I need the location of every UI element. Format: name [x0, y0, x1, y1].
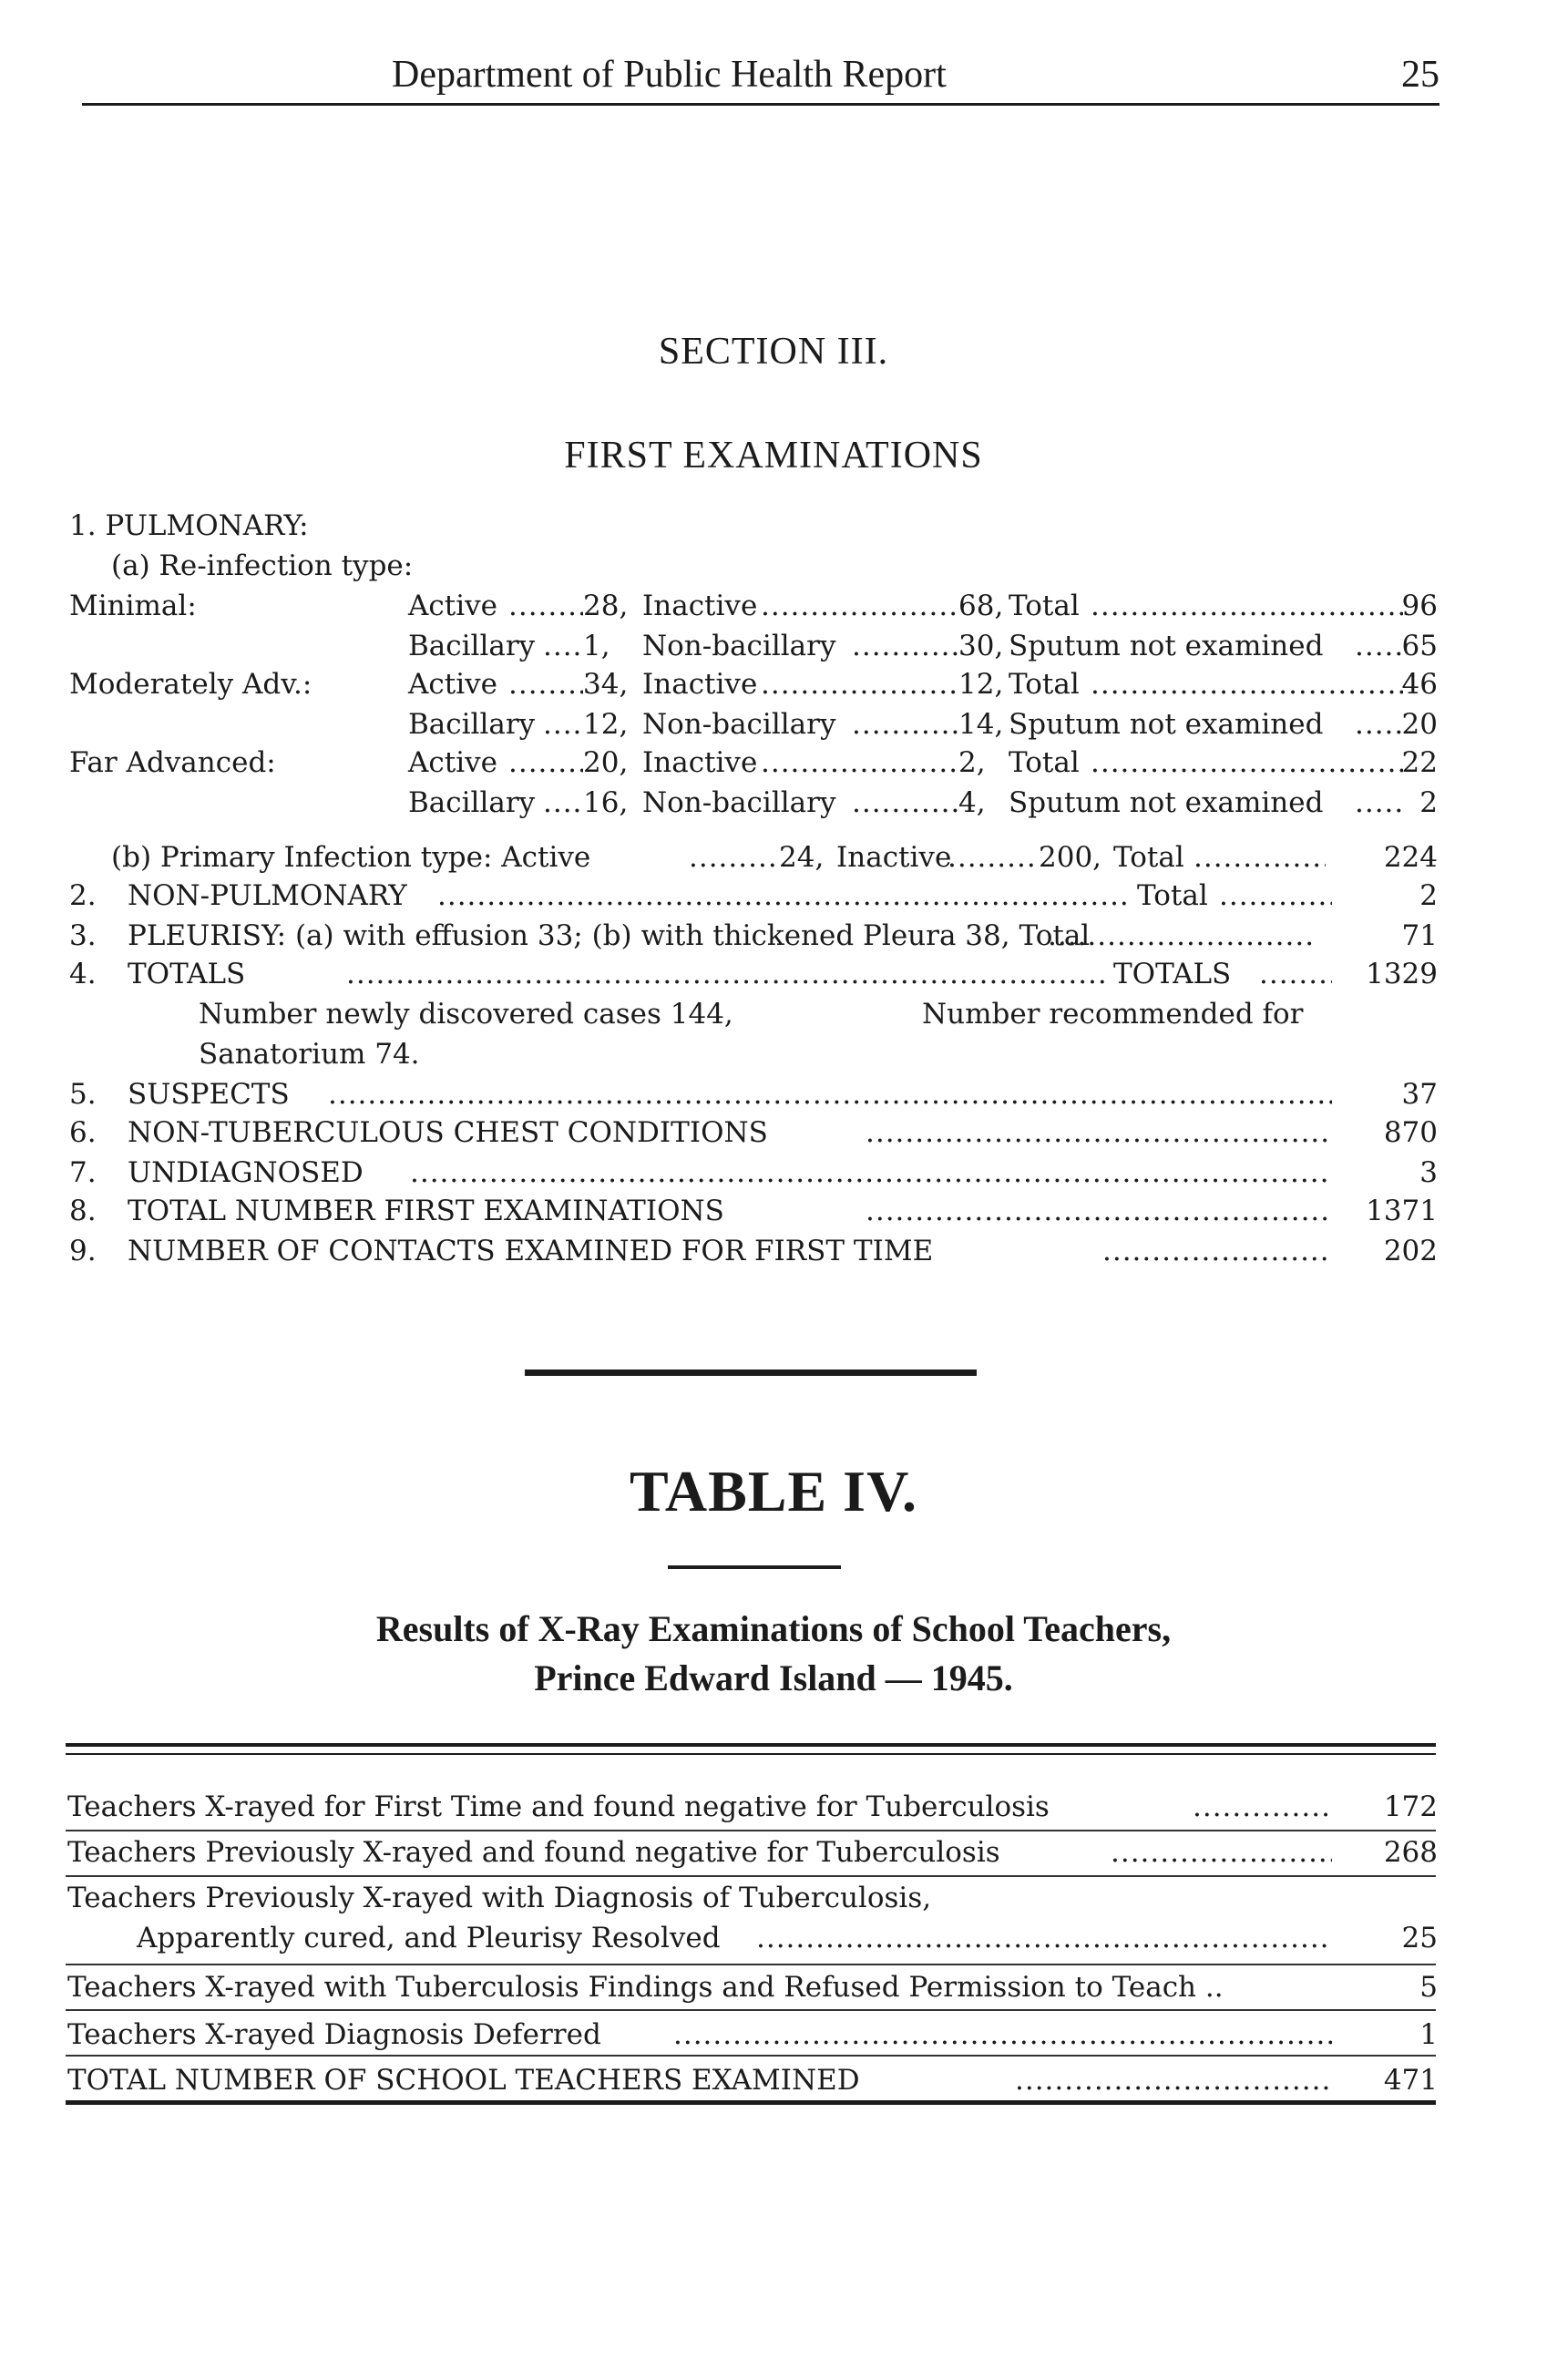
- section-subtitle: FIRST EXAMINATIONS: [564, 435, 983, 477]
- row-label: Teachers Previously X-rayed with Diagnosis of Tuberculosis,: [67, 1882, 932, 1914]
- row-label: Minimal:: [69, 590, 197, 622]
- row-value: 172: [1383, 1790, 1438, 1823]
- row-value: 471: [1383, 2064, 1438, 2097]
- page-number: 25: [1401, 54, 1439, 96]
- item-value: 37: [1401, 1078, 1438, 1111]
- leader-dots: [1102, 1237, 1332, 1266]
- primary-inactive: 200,: [1039, 841, 1102, 874]
- row-label: Moderately Adv.:: [69, 668, 312, 701]
- col1-label: Active: [408, 590, 497, 622]
- item-label: SUSPECTS: [128, 1078, 290, 1111]
- col1-label: Bacillary: [408, 786, 536, 819]
- row-label: Far Advanced:: [69, 746, 276, 779]
- leader-dots: [866, 1197, 1332, 1226]
- col1-value: 34,: [583, 668, 629, 701]
- leader-dots: [437, 882, 1128, 910]
- leader-dots: [1259, 960, 1332, 989]
- leader-dots: [508, 671, 583, 699]
- primary-inactive-label: Inactive: [836, 841, 952, 874]
- item-value: 870: [1383, 1116, 1438, 1149]
- leader-dots: [1091, 592, 1403, 621]
- row-value: 268: [1383, 1836, 1438, 1869]
- row-label: Teachers X-rayed for First Time and found negative for Tuberculosis: [67, 1790, 1050, 1823]
- title-rule: [668, 1565, 841, 1569]
- row-label: Teachers X-rayed Diagnosis Deferred: [67, 2018, 601, 2051]
- item-value: 3: [1419, 1156, 1438, 1189]
- row-value: 25: [1401, 1922, 1438, 1954]
- leader-dots: [756, 1924, 1330, 1953]
- leader-dots: [543, 711, 583, 739]
- section-title: SECTION III.: [658, 331, 889, 373]
- newly-discovered: Number newly discovered cases 144,: [199, 998, 733, 1031]
- recommended-label: Number recommended for: [922, 998, 1304, 1031]
- row-label: Teachers Previously X-rayed and found negative for Tuberculosis: [67, 1836, 1000, 1869]
- table-title: TABLE IV.: [629, 1459, 918, 1523]
- leader-dots: [852, 632, 958, 661]
- item-label: UNDIAGNOSED: [128, 1156, 364, 1189]
- leader-dots: [1015, 2067, 1332, 2095]
- leader-dots: [761, 671, 958, 699]
- primary-total: 224: [1383, 841, 1438, 874]
- col3-label: Sputum not examined: [1009, 708, 1324, 741]
- primary-active: 24,: [779, 841, 825, 874]
- leader-dots: [1111, 1839, 1332, 1867]
- item-mid-label: TOTALS: [1113, 958, 1232, 990]
- item-number: 3.: [69, 919, 97, 952]
- col2-value: 12,: [958, 668, 1004, 701]
- col2-value: 4,: [958, 786, 986, 819]
- col3-label: Total: [1009, 746, 1080, 779]
- report-title: Department of Public Health Report: [392, 54, 947, 96]
- table-bottom-rule: [66, 2100, 1436, 2105]
- leader-dots: [761, 749, 958, 777]
- item-value: 2: [1419, 879, 1438, 912]
- item-number: 8.: [69, 1195, 97, 1227]
- table-caption-line1: Results of X-Ray Examinations of School Teachers,: [375, 1608, 1172, 1649]
- item-label: NON-TUBERCULOUS CHEST CONDITIONS: [128, 1116, 768, 1149]
- row-label: TOTAL NUMBER OF SCHOOL TEACHERS EXAMINED: [67, 2064, 860, 2097]
- item-label: TOTAL NUMBER FIRST EXAMINATIONS: [128, 1195, 724, 1227]
- leader-dots: [852, 711, 958, 739]
- row-value: 5: [1419, 1971, 1438, 2004]
- item-number: 9.: [69, 1235, 97, 1267]
- item-number: 4.: [69, 958, 97, 990]
- leader-dots: [543, 789, 583, 817]
- leader-dots: [689, 844, 780, 872]
- row-divider: [66, 1875, 1436, 1877]
- primary-total-label: Total: [1113, 841, 1184, 874]
- col2-label: Non-bacillary: [642, 708, 836, 741]
- sanatorium-count: Sanatorium 74.: [199, 1038, 420, 1071]
- row-divider: [66, 2055, 1436, 2057]
- item-number: 2.: [69, 879, 97, 912]
- col1-label: Active: [408, 668, 497, 701]
- leader-dots: [866, 1119, 1332, 1147]
- col2-value: 14,: [958, 708, 1004, 741]
- item-mid-label: Total: [1137, 879, 1208, 912]
- col2-value: 30,: [958, 630, 1004, 662]
- col1-value: 12,: [583, 708, 629, 741]
- item-number: 5.: [69, 1078, 97, 1111]
- primary-label: (b) Primary Infection type: Active: [111, 841, 591, 874]
- col2-value: 2,: [958, 746, 986, 779]
- col3-value: 96: [1401, 590, 1438, 622]
- leader-dots: [1048, 922, 1312, 950]
- item-value: 71: [1401, 919, 1438, 952]
- leader-dots: [948, 844, 1039, 872]
- leader-dots: [410, 1159, 1332, 1187]
- table-top-rule: [66, 1743, 1436, 1747]
- item-label: TOTALS: [128, 958, 246, 990]
- col3-value: 22: [1401, 746, 1438, 779]
- item-number: 7.: [69, 1156, 97, 1189]
- item-label: PLEURISY: (a) with effusion 33; (b) with thickened Pleura 38, Total: [128, 919, 1091, 952]
- leader-dots: [673, 2021, 1332, 2049]
- col3-value: 2: [1419, 786, 1438, 819]
- row-divider: [66, 1964, 1436, 1965]
- col2-label: Non-bacillary: [642, 786, 836, 819]
- col3-value: 46: [1401, 668, 1438, 701]
- leader-dots: [852, 789, 958, 817]
- reinfection-heading: (a) Re-infection type:: [111, 549, 414, 582]
- col2-label: Non-bacillary: [642, 630, 836, 662]
- col2-label: Inactive: [642, 746, 758, 779]
- table-caption-line2: Prince Edward Island — 1945.: [534, 1657, 1013, 1698]
- leader-dots: [1194, 844, 1326, 872]
- col1-label: Active: [408, 746, 497, 779]
- item-value: 202: [1383, 1235, 1438, 1267]
- col2-label: Inactive: [642, 668, 758, 701]
- leader-dots: [346, 960, 1104, 989]
- col3-label: Total: [1009, 590, 1080, 622]
- col1-label: Bacillary: [408, 708, 536, 741]
- row-divider: [66, 1830, 1436, 1831]
- leader-dots: [543, 632, 583, 661]
- col2-value: 68,: [958, 590, 1004, 622]
- row-label-continued: Apparently cured, and Pleurisy Resolved: [137, 1922, 721, 1954]
- pulmonary-heading: 1. PULMONARY:: [69, 509, 309, 542]
- leader-dots: [1091, 671, 1403, 699]
- leader-dots: [1219, 882, 1332, 910]
- col2-label: Inactive: [642, 590, 758, 622]
- col3-value: 20: [1401, 708, 1438, 741]
- item-value: 1371: [1366, 1195, 1438, 1227]
- leader-dots: [761, 592, 958, 621]
- col1-value: 1,: [583, 630, 610, 662]
- col1-value: 28,: [583, 590, 629, 622]
- leader-dots: [1091, 749, 1403, 777]
- col1-value: 16,: [583, 786, 629, 819]
- leader-dots: [328, 1081, 1332, 1109]
- row-divider: [66, 2009, 1436, 2011]
- col1-value: 20,: [583, 746, 629, 779]
- table-top-rule-thin: [66, 1753, 1436, 1755]
- leader-dots: [508, 749, 583, 777]
- col3-label: Sputum not examined: [1009, 786, 1324, 819]
- row-value: 1: [1419, 2018, 1438, 2051]
- col3-label: Total: [1009, 668, 1080, 701]
- col1-label: Bacillary: [408, 630, 536, 662]
- item-value: 1329: [1366, 958, 1438, 990]
- leader-dots: [508, 592, 583, 621]
- header-rule: [82, 103, 1439, 106]
- leader-dots: [1193, 1793, 1332, 1821]
- item-label: NON-PULMONARY: [128, 879, 407, 912]
- col3-value: 65: [1401, 630, 1438, 662]
- row-label: Teachers X-rayed with Tuberculosis Findings and Refused Permission to Teach ..: [67, 1971, 1224, 2004]
- item-number: 6.: [69, 1116, 97, 1149]
- section-divider: [525, 1370, 977, 1376]
- col3-label: Sputum not examined: [1009, 630, 1324, 662]
- item-label: NUMBER OF CONTACTS EXAMINED FOR FIRST TIME: [128, 1235, 934, 1267]
